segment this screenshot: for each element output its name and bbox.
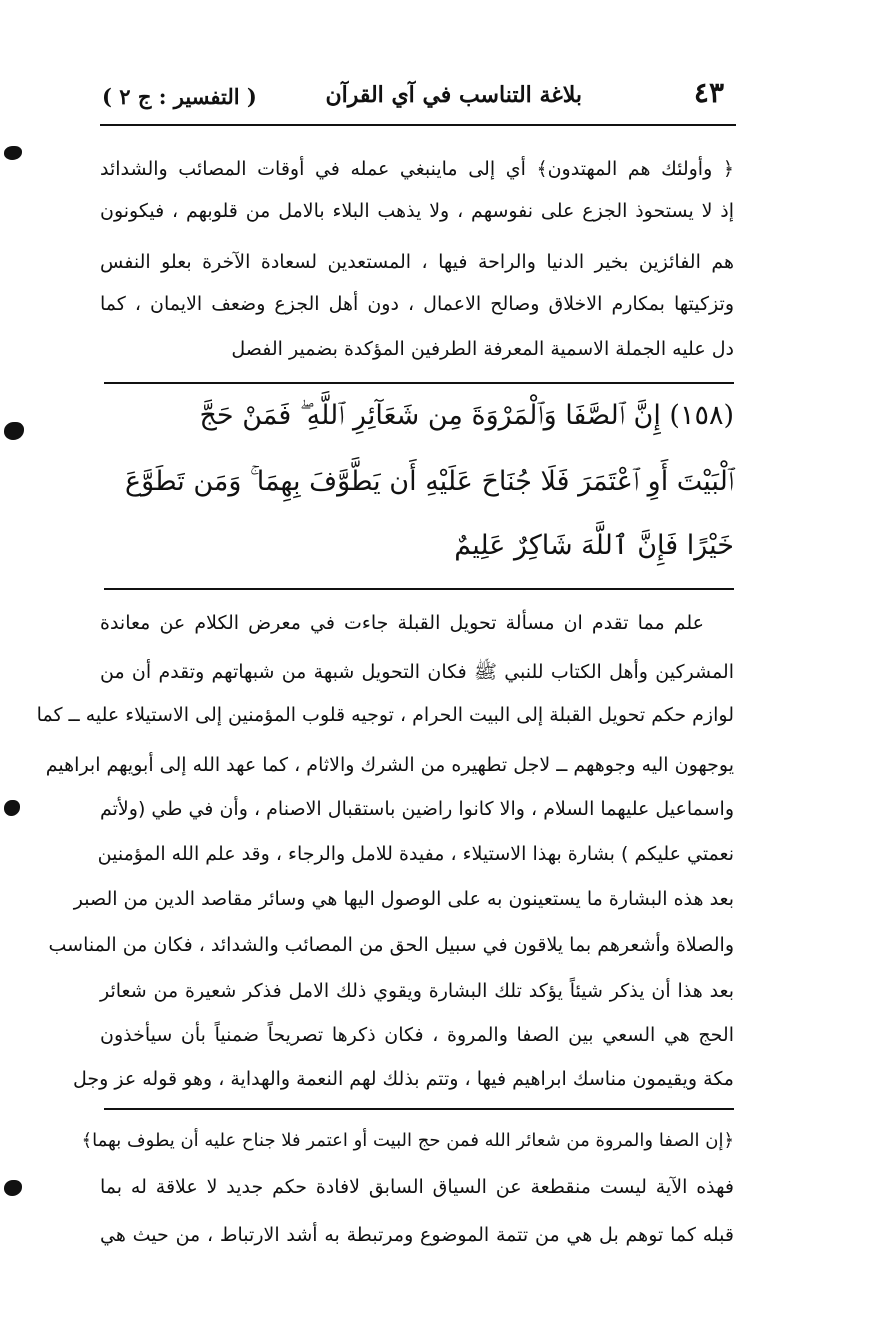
body-line: يوجهون اليه وجوههم ــ لاجل تطهيره من الشرك والاثام ، كما عهد الله إلى أبويهم ابراهيم [45,754,734,776]
margin-ink-blot [4,1180,22,1196]
verse-line: (١٥٨) إِنَّ ٱلصَّفَا وَٱلْمَرْوَةَ مِن شَعَآئِرِ ٱللَّهِ ۖ فَمَنْ حَجَّ [199,400,734,431]
body-line: بعد هذا أن يذكر شيئاً يؤكد تلك البشارة ويقوي ذلك الامل فذكر شعيرة من شعائر [100,980,734,1002]
margin-ink-blot [4,800,20,816]
quoted-verse-line: ﴿إن الصفا والمروة من شعائر الله فمن حج البيت أو اعتمر فلا جناح عليه أن يطوف بهما﴾ [81,1130,734,1151]
body-line: مكة ويقيمون مناسك ابراهيم فيها ، وتتم بذلك لهم النعمة والهداية ، وهو قوله عز وجل [73,1068,734,1090]
body-line: واسماعيل عليهما السلام ، والا كانوا راضين باستقبال الاصنام ، وأن في طي (ولأتم [100,798,734,820]
intro-line: هم الفائزين بخير الدنيا والراحة فيها ، المستعدين لسعادة الآخرة بعلو النفس [100,251,734,273]
header-rule [100,124,736,126]
body-line: الحج هي السعي بين الصفا والمروة ، فكان ذكرها تصريحاً ضمنياً بأن سيأخذون [100,1024,734,1046]
intro-line: دل عليه الجملة الاسمية المعرفة الطرفين المؤكدة بضمير الفصل [231,338,734,360]
page-header [96,76,732,116]
body-line: والصلاة وأشعرهم بما يلاقون في سبيل الحق من المصائب والشدائد ، فكان من المناسب [48,934,734,956]
body-line: المشركين وأهل الكتاب للنبي ﷺ فكان التحويل شبهة من شبهاتهم وتقدم أن من [100,661,734,683]
quote-top-rule [104,1108,734,1110]
verse-line: ٱلْبَيْتَ أَوِ ٱعْتَمَرَ فَلَا جُنَاحَ عَلَيْهِ أَن يَطَّوَّفَ بِهِمَا ۚ وَمَن تَطَوَّعَ [125,466,734,497]
closing-line: فهذه الآية ليست منقطعة عن السياق السابق لافادة حكم جديد لا علاقة له بما [100,1176,734,1198]
book-title: بلاغة التناسب في آي القرآن [325,82,582,108]
margin-ink-blot [4,146,22,160]
closing-line: قبله كما توهم بل هي من تتمة الموضوع ومرتبطة به أشد الارتباط ، من حيث هي [100,1224,734,1246]
intro-line: ﴿ وأولئك هم المهتدون﴾ أي إلى ماينبغي عمله في أوقات المصائب والشدائد [100,158,734,180]
section-title: ( التفسير : ج ٢ ) [102,84,257,109]
verse-line: خَيْرًا فَإِنَّ ٱللَّهَ شَاكِرٌ عَلِيمٌ [454,530,734,561]
body-line: علم مما تقدم ان مسألة تحويل القبلة جاءت في معرض الكلام عن معاندة [100,612,704,634]
body-line: لوازم حكم تحويل القبلة إلى البيت الحرام ، توجيه قلوب المؤمنين إلى الاستيلاء عليه ــ كما [36,704,734,726]
margin-ink-blot [4,422,24,440]
page-number: ٤٣ [693,76,724,109]
verse-top-rule [104,382,734,384]
intro-line: إذ لا يستحوذ الجزع على نفوسهم ، ولا يذهب البلاء بالامل من قلوبهم ، فيكونون [100,200,734,222]
body-line: بعد هذه البشارة ما يستعينون به على الوصول اليها هي وسائر مقاصد الدين من الصبر [73,888,734,910]
verse-bottom-rule [104,588,734,590]
intro-line: وتزكيتها بمكارم الاخلاق وصالح الاعمال ، دون أهل الجزع وضعف الايمان ، كما [100,293,734,315]
body-line: نعمتي عليكم ) بشارة بهذا الاستيلاء ، مفيدة للامل والرجاء ، وقد علم الله المؤمنين [97,843,734,865]
